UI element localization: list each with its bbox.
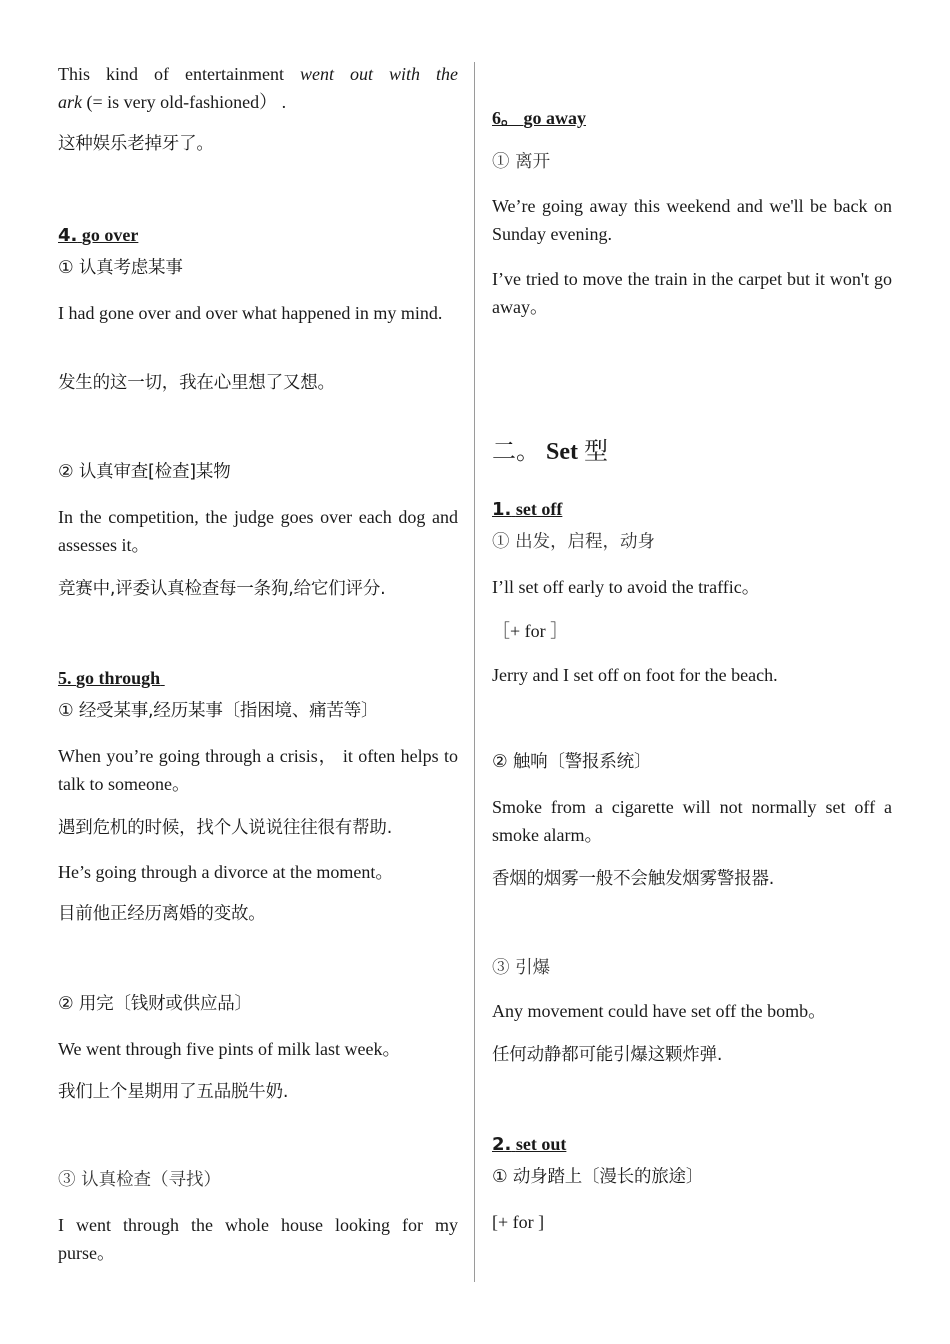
example-sentence: Any movement could have set off the bomb。 [492,1001,827,1021]
grammar-note: [+ for ] [492,1212,545,1232]
example-translation: 遇到危机的时候，找个人说说往往很有帮助. [58,818,393,838]
section-number: 二。 [492,437,540,465]
example-translation: 目前他正经历离婚的变故。 [58,904,266,924]
column-divider [474,62,475,1282]
heading-set-out [492,1130,892,1159]
example-sentence: We went through five pints of milk last week。 [58,1039,401,1059]
example-translation: 我们上个星期用了五品脱牛奶. [58,1082,289,1102]
example-sentence: I’ve tried to move the train in the carpet but it won't go away。 [492,269,892,317]
example-sentence: I went through the whole house looking for my purse。 [58,1215,458,1263]
example-translation: 竞赛中,评委认真检查每一条狗,给它们评分. [58,579,386,599]
example-sentence: When you’re going through a crisis， it often helps to talk to someone。 [58,746,458,794]
section-title [492,434,892,469]
sense-label: ③ 引爆 [492,958,551,978]
ark-text-1: This kind of entertainment [58,64,300,84]
ark-italic-2: ark [58,92,82,112]
ark-translation: 这种娱乐老掉牙了。 [58,134,214,154]
example-sentence: Jerry and I set off on foot for the beach. [492,665,778,685]
heading-number: 6。 [492,108,519,128]
heading-text: go through [76,668,161,688]
example-sentence: He’s going through a divorce at the moment。 [58,862,394,882]
heading-text: set out [515,1134,567,1154]
example-sentence: I’ll set off early to avoid the traffic。 [492,577,760,597]
grammar-note: ［+ for ］ [492,621,569,641]
section-en: Set [546,439,578,465]
ark-text-2: (= is very old-fashioned） . [82,92,287,112]
sense-label: ① 离开 [492,152,551,172]
heading-number: 1. [492,499,512,520]
heading-go-through [58,664,458,692]
sense-label: ② 用完〔钱财或供应品〕 [58,994,252,1014]
heading-text: go over [81,225,139,245]
sense-label: ① 动身踏上〔漫长的旅途〕 [492,1167,704,1187]
example-sentence: I had gone over and over what happened in my mind. [58,303,443,323]
ark-italic-1: went out with the [299,64,458,84]
heading-number: 4. [58,225,78,246]
sense-label: ① 出发，启程，动身 [492,532,656,552]
sense-label: ② 认真审查[检查]某物 [58,462,231,482]
example-sentence: In the competition, the judge goes over each dog and assesses it。 [58,507,458,555]
heading-text: go away [523,108,586,128]
sense-label: ① 经受某事,经历某事〔指困境、痛苦等〕 [58,701,379,721]
example-translation: 发生的这一切，我在心里想了又想。 [58,373,335,393]
example-ark [58,60,458,116]
sense-label: ③ 认真检查（寻找） [58,1170,222,1190]
sense-label: ② 触响〔警报系统〕 [492,752,652,772]
example-sentence: We’re going away this weekend and we'll be back on Sunday evening. [492,196,892,244]
example-sentence: Smoke from a cigarette will not normally set off a smoke alarm。 [492,797,892,845]
heading-text: set off [515,499,563,519]
example-translation: 香烟的烟雾一般不会触发烟雾警报器. [492,869,775,889]
heading-number: 2. [492,1134,512,1155]
heading-set-off [492,495,892,524]
heading-go-away [492,104,892,132]
example-translation: 任何动静都可能引爆这颗炸弹. [492,1045,723,1065]
heading-go-over [58,221,458,250]
heading-number: 5. [58,668,72,688]
section-type: 型 [584,437,608,465]
sense-label: ① 认真考虑某事 [58,258,183,278]
